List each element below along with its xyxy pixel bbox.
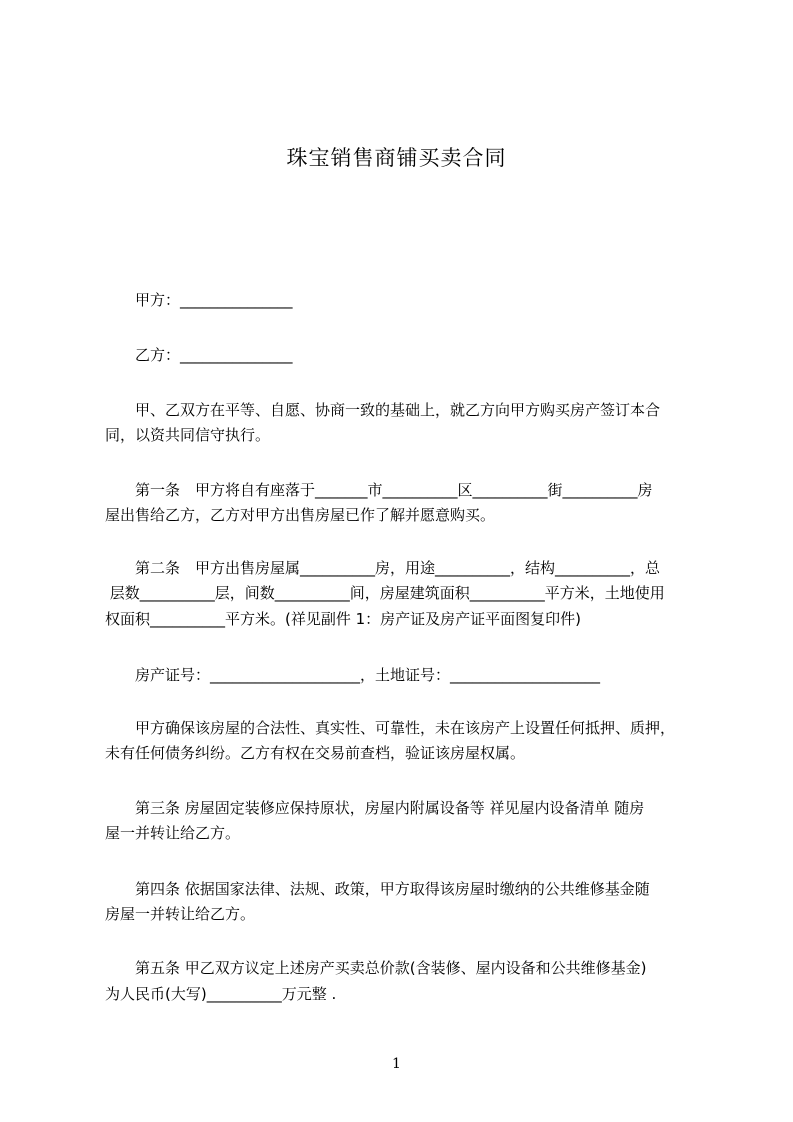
article-3-line-1: 第三条 房屋固定装修应保持原状，房屋内附属设备等 祥见屋内设备清单 随房: [105, 799, 645, 817]
article-5-line-1: 第五条 甲乙双方议定上述房产买卖总价款(含装修、屋内设备和公共维修基金): [105, 959, 647, 977]
document-title: 珠宝销售商铺买卖合同: [286, 146, 507, 170]
article-2-line-3: 权面积__________平方米。(祥见副件 1：房产证及房产证平面图复印件): [105, 610, 582, 628]
warranty-line-2: 未有任何债务纠纷。乙方有权在交易前查档，验证该房屋权属。: [105, 744, 526, 762]
preamble-line-1: 甲、乙双方在平等、自愿、协商一致的基础上，就乙方向甲方购买房产签订本合: [105, 401, 661, 419]
article-1-line-1: 第一条 甲方将自有座落于_______市__________区__________街__________房: [105, 481, 653, 499]
page-number: 1: [392, 1056, 401, 1072]
article-2-line-1: 第二条 甲方出售房屋属__________房，用途__________，结构__________，总: [105, 559, 661, 577]
article-1-line-2: 屋出售给乙方，乙方对甲方出售房屋已作了解并愿意购买。: [105, 506, 496, 524]
article-4-line-1: 第四条 依据国家法律、法规、政策，甲方取得该房屋时缴纳的公共维修基金随: [105, 880, 650, 898]
party-a-line: 甲方：_______________: [105, 291, 293, 309]
article-2-line-2: 层数__________层，间数__________间，房屋建筑面积__________平方米，土地使用: [105, 584, 665, 602]
warranty-line-1: 甲方确保该房屋的合法性、真实性、可靠性，未在该房产上设置任何抵押、质押，: [105, 719, 676, 737]
certificate-numbers-line: 房产证号：____________________，土地证号：____________________: [105, 666, 601, 684]
article-5-line-2: 为人民币(大写)__________万元整 .: [105, 985, 337, 1003]
party-b-line: 乙方：_______________: [105, 346, 293, 364]
preamble-line-2: 同，以资共同信守执行。: [105, 426, 271, 444]
article-3-line-2: 屋一并转让给乙方。: [105, 824, 241, 842]
article-4-line-2: 房屋一并转让给乙方。: [105, 905, 256, 923]
